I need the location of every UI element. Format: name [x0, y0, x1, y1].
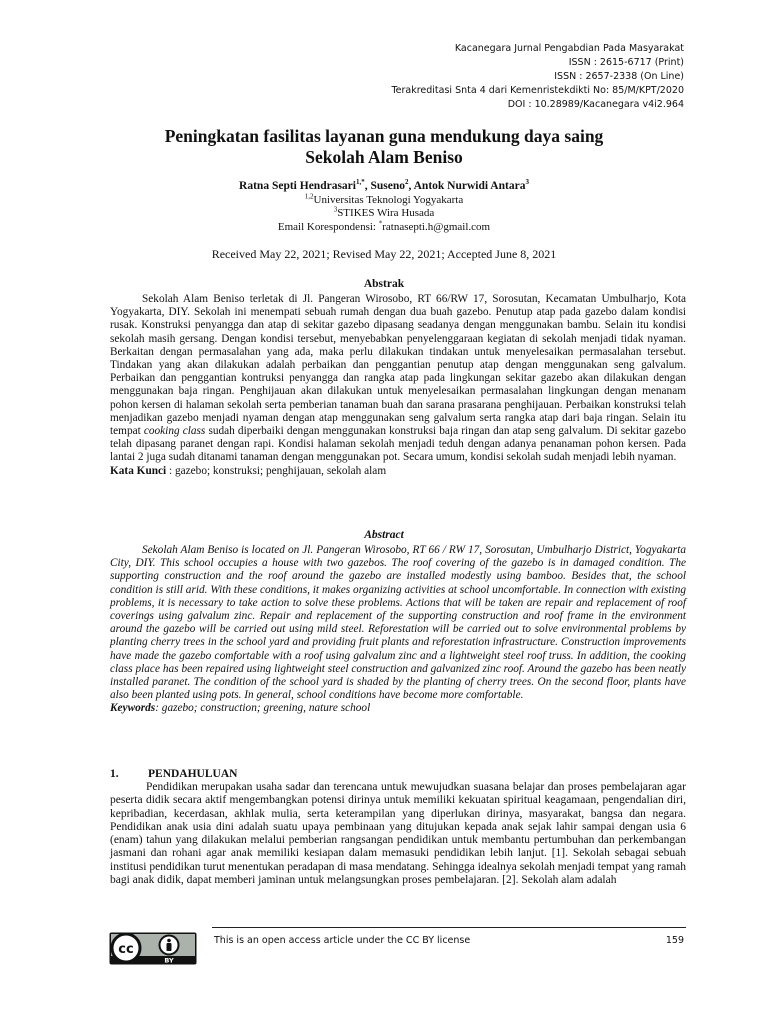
footer-divider — [212, 927, 686, 928]
section-heading — [110, 768, 237, 780]
affiliation-2-text: STIKES Wira Husada — [337, 207, 435, 219]
abstrak-paragraph — [110, 293, 686, 465]
keywords-text: : gazebo; construction; greening, nature school — [155, 702, 371, 715]
author-3-sup: 3 — [525, 178, 529, 187]
author-3: Antok Nurwidi Antara — [413, 180, 526, 192]
body-paragraph: Pendidikan merupakan usaha sadar dan terencana untuk mewujudkan suasana belajar dan proses pembelajaran agar peserta didik secara aktif mengembangkan potensi dirinya untuk memiliki kekuatan spiritual keagamaan, pengendalian diri, kepribadian, kecerdasan, akhlak mulia, serta keterampilan yang diperlukan dirinya, masyarakat, bangsa dan negara. Pendidikan anak usia dini adalah suatu upaya pembinaan yang ditujukan kepada anak sejak lahir sampai dengan usia 6 (enam) tahun yang dilakukan melalui pemberian rangsangan pendidikan untuk membantu pertumbuhan dan perkembangan jasmani dan rohani agar anak memiliki kesiapan dalam memasuki pendidikan lebih lanjut. [1]. Sekolah sebagai sebuah institusi pendidikan turut menentukan peradapan di masa mendatang. Sehingga idealnya sekolah menjadi tempat yang ramah bagi anak didik, dapat memberi jaminan untuk melangsungkan proses pembelajaran. [2]. Sekolah alam adalah — [110, 781, 686, 887]
kata-kunci — [110, 465, 686, 478]
person-head — [167, 939, 171, 943]
section-title: PENDAHULUAN — [148, 768, 238, 780]
abstract-body — [110, 544, 686, 716]
author-2-sup: 2 — [405, 178, 409, 187]
section-number: 1. — [110, 768, 119, 780]
page-number: 159 — [665, 935, 684, 946]
affiliation-2 — [90, 207, 678, 221]
author-block — [90, 180, 678, 234]
email-label: Email Korespondensi: — [277, 220, 379, 233]
by-label: BY — [164, 956, 174, 965]
email-line — [90, 218, 678, 235]
abstract-paragraph: Sekolah Alam Beniso is located on Jl. Pangeran Wirosobo, RT 66 / RW 17, Sorosutan, Umbulharjo District, Yogyakarta City, DIY. This school occupies a house with two gazebos. The roof covering of the gazebo is in damaged condition. The supporting construction and the roof around the gazebo are installed modestly using bamboo. Besides that, the school condition is still arid. With these conditions, it makes organizing activities at school uncomfortable. In connection with existing problems, it is necessary to take action to solve these problems. Actions that will be taken are repair and replacement of roof coverings using galvalum zinc. Repair and replacement of the supporting construction and roof frame in the environment around the gazebo will be carried out using mild steel. Reforestation will be carried out to solve environmental problems by planting cherry trees in the school yard and providing fruit plants and reforestation infrastructure. Construction improvements have made the gazebo comfortable with a roof using galvalum zinc and a lightweight steel roof truss. In addition, the cooking class place has been repaired using lightweight steel construction and galvanized zinc roof. Around the gazebo has been neatly installed paranet. The condition of the school yard is shaded by the planting of cherry trees. On the second floor, plants have also been planted using pots. In general, school conditions have become more comfortable. — [110, 544, 686, 702]
email-address[interactable]: ratnasepti.h@gmail.com — [382, 220, 491, 233]
affiliation-1 — [90, 191, 678, 208]
keywords — [110, 702, 686, 715]
cc-icon-text: cc — [118, 942, 134, 957]
author-1-sup: 1,* — [355, 178, 365, 187]
issn-print: ISSN : 2615-6717 (Print) — [568, 57, 684, 68]
title-line-2: Sekolah Alam Beniso — [305, 147, 463, 167]
title-line-1: Peningkatan fasilitas layanan guna mendukung daya saing — [164, 126, 604, 146]
abstrak-text-italic: cooking class — [143, 425, 206, 438]
journal-header — [391, 42, 684, 112]
author-2: Suseno — [370, 180, 405, 192]
keywords-label: Keywords — [110, 702, 156, 715]
issn-online: ISSN : 2657-2338 (On Line) — [554, 71, 684, 82]
journal-name: Kacanegara Jurnal Pengabdian Pada Masyarakat — [454, 43, 684, 54]
kata-kunci-text: : gazebo; konstruksi; penghijauan, sekolah alam — [166, 464, 387, 477]
received-dates: Received May 22, 2021; Revised May 22, 2021; Accepted June 8, 2021 — [211, 247, 557, 261]
author-names — [90, 180, 678, 194]
abstract-heading: Abstract — [364, 529, 404, 541]
author-sep: , — [364, 180, 371, 192]
accreditation: Terakreditasi Snta 4 dari Kemenristekdikti No: 85/M/KPT/2020 — [391, 85, 684, 96]
paper-title — [90, 126, 678, 168]
affiliation-2-sup: 3 — [333, 205, 338, 214]
email-sup: * — [378, 218, 383, 227]
section-body — [110, 781, 686, 887]
abstrak-text-2: sudah diperbaiki dengan menggunakan konstruksi baja ringan dan atap seng galvalum. Di sekitar gazebo telah dipasang paranet dengan rapi. Kondisi halaman sekolah menjadi teduh dengan adanya penanaman pohon kersen. Pada lantai 2 juga sudah ditanami tanaman dengan menggunakan pot. Secara umum, kondisi sekolah sudah menjadi lebih nyaman. — [110, 425, 686, 464]
cc-by-license-badge[interactable] — [109, 932, 197, 965]
affiliation-1-text: Universitas Teknologi Yogyakarta — [313, 193, 464, 206]
kata-kunci-label: Kata Kunci — [110, 464, 167, 477]
author-1: Ratna Septi Hendrasari — [239, 180, 356, 192]
abstrak-text-1: Sekolah Alam Beniso terletak di Jl. Pangeran Wirosobo, RT 66/RW 17, Sorosutan, Kecamatan Umbulharjo, Kota Yogyakarta, DIY. Sekolah ini menempati sebuah rumah dengan dua buah gazebo. Penutup atap pada gazebo dalam kondisi rusak. Konstruksi penyangga dan atap di sekitar gazebo dipasang seadanya dengan menggunakan bambu. Selain itu kondisi sekolah masih gersang. Dengan kondisi tersebut, menyebabkan penyelenggaraan kegiatan di sekolah menjadi tidak nyaman. Berkaitan dengan permasalahan yang ada, maka perlu dilakukan tindakan untuk menyelesaikan permasalahan tersebut. Tindakan yang akan dilakukan adalah perbaikan dan penggantian penutup atap dengan menggunakan seng galvalum. Perbaikan dan penggantian kontruksi penyangga dan rangka atap pada lingkungan sekitar gazebo akan dilakukan dengan menggunakan baja ringan. Penghijauan akan dilakukan untuk menyelesaikan permasalahan lingkungan dengan menanam pohon kersen di halaman sekolah serta pemberian tanaman buah dan sarana prasarana penghijauan. Perbaikan konstruksi telah menjadikan gazebo menjadi nyaman dengan atap menggunakan seng galvalum serta rangka atap dari baja ringan. Selain itu tempat — [110, 293, 686, 438]
person-body — [167, 943, 172, 951]
doi: DOI : 10.28989/Kacanegara v4i2.964 — [507, 99, 684, 110]
affiliation-1-sup: 1,2 — [304, 191, 314, 200]
abstrak-body — [110, 293, 686, 478]
license-text: This is an open access article under the CC BY license — [214, 935, 471, 946]
author-sep: , — [408, 180, 414, 192]
abstrak-heading: Abstrak — [363, 278, 405, 290]
